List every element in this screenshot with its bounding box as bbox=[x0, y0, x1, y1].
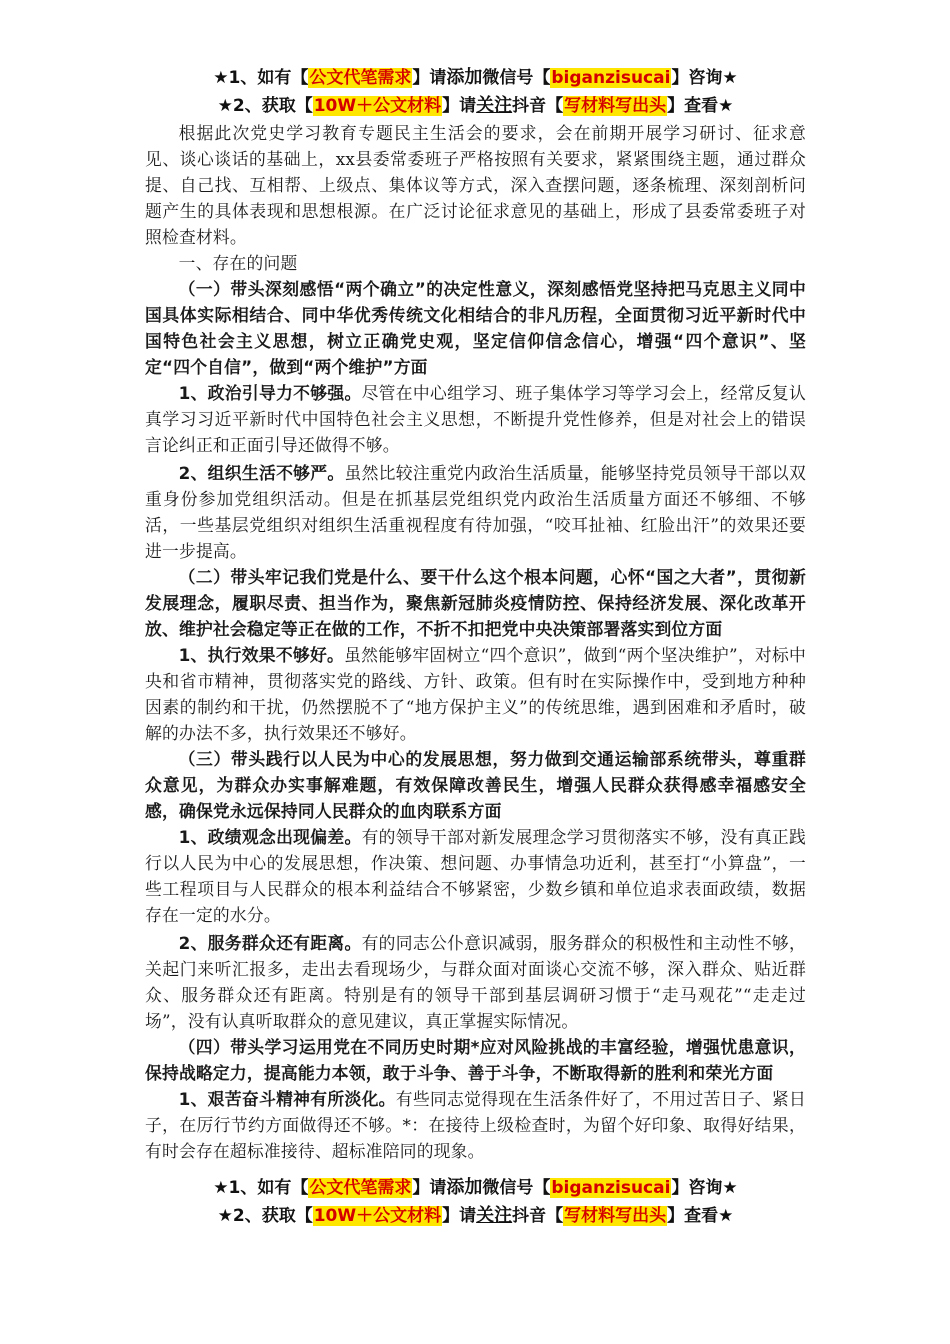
promo-text: 】查看★ bbox=[667, 1206, 734, 1226]
body-paragraph bbox=[145, 824, 806, 928]
paragraph-text: 有的同志公仆意识减弱，服务群众的积极性和主动性不够，关起门来听汇报多，走出去看现场少，与群众面对面谈心交流不够，深入群众、贴近群众、服务群众还有距离。特别是有的领导干部到基层调研习惯于“走马观花”“走走过场”，没有认真听取群众的意见建议，真正掌握实际情况。 bbox=[145, 933, 807, 1031]
subsection-heading: （三）带头践行以人民为中心的发展思想，努力做到交通运输部系统带头，尊重群众意见，为群众办实事解难题，有效保障改善民生，增强人民群众获得感幸福感安全感，确保党永远保持同人民群众的血肉联系方面 bbox=[145, 749, 806, 821]
promo-highlight: 10W＋公文材料 bbox=[313, 96, 442, 116]
body-paragraph bbox=[145, 930, 806, 1034]
paragraph-lead: 1、艰苦奋斗精神有所淡化。 bbox=[178, 1089, 396, 1109]
promo-text: ★2、获取【 bbox=[217, 1206, 313, 1226]
promo-text: ★1、如有【 bbox=[213, 68, 309, 88]
promo-text: 】请 bbox=[412, 68, 447, 88]
promo-text: 】请 bbox=[442, 96, 477, 116]
paragraph-lead: 2、组织生活不够严。 bbox=[178, 463, 345, 483]
promo-text: 】请 bbox=[442, 1206, 477, 1226]
paragraph-text: 虽然能够牢固树立“四个意识”，做到“两个坚决维护”，对标中央和省市精神，贯彻落实党的路线、方针、政策。但有时在实际操作中，受到地方种种因素的制约和干扰，仍然摆脱不了“地方保护主义”的传统思维，遇到困难和矛盾时，破解的办法不多，执行效果还不够好。 bbox=[145, 645, 806, 743]
promo-highlight: 公文代笔需求 bbox=[309, 1178, 412, 1198]
body-paragraph bbox=[145, 460, 806, 564]
promo-text: 微信号【 bbox=[482, 68, 551, 88]
paragraph-text: 虽然比较注重党内政治生活质量，能够坚持党员领导干部以双重身份参加党组织活动。但是在抓基层党组织党内政治生活质量方面还不够细、不够活，一些基层党组织对组织生活重视程度有待加强，“咬耳扯袖、红脸出汗”的效果还要进一步提高。 bbox=[145, 463, 806, 561]
promo-text: 】请 bbox=[412, 1178, 447, 1198]
wechat-id-highlight: biganzisucai bbox=[551, 1178, 671, 1198]
paragraph-text: 有的领导干部对新发展理念学习贯彻落实不够，没有真正践行以人民为中心的发展思想，作决策、想问题、办事情急功近利，甚至打“小算盘”，一些工程项目与人民群众的根本利益结合不够紧密，少数乡镇和单位追求表面政绩，数据存在一定的水分。 bbox=[145, 827, 807, 925]
paragraph-lead: 1、政绩观念出现偏差。 bbox=[178, 827, 362, 847]
paragraph-lead: 1、执行效果不够好。 bbox=[178, 645, 345, 665]
promo-emphasis: 添加 bbox=[446, 67, 483, 88]
promo-emphasis: 添加 bbox=[446, 1177, 483, 1198]
intro-paragraph: 根据此次党史学习教育专题民主生活会的要求，会在前期开展学习研讨、征求意见、谈心谈话的基础上，xx县委常委班子严格按照有关要求，紧紧围绕主题，通过群众提、自己找、互相帮、上级点、集体议等方式，深入查摆问题，逐条梳理、深刻剖析问题产生的具体表现和思想根源。在广泛讨论征求意见的基础上，形成了县委常委班子对照检查材料。 bbox=[145, 123, 806, 247]
subsection-heading: （一）带头深刻感悟“两个确立”的决定性意义，深刻感悟党坚持把马克思主义同中国具体实际相结合、同中华优秀传统文化相结合的非凡历程，全面贯彻习近平新时代中国特色社会主义思想，树立正确党史观，坚定信仰信念信心，增强“四个意识”、坚定“四个自信”，做到“两个维护”方面 bbox=[145, 279, 806, 377]
promo-text: 抖音【 bbox=[512, 96, 564, 116]
douyin-id-highlight: 写材料写出头 bbox=[564, 1206, 667, 1226]
promo-highlight: 公文代笔需求 bbox=[309, 68, 412, 88]
promo-text: 微信号【 bbox=[482, 1178, 551, 1198]
paragraph-text: 有些同志觉得现在生活条件好了，不用过苦日子、紧日子，在厉行节约方面做得还不够。*：在接待上级检查时，为留个好印象、取得好结果，有时会存在超标准接待、超标准陪同的现象。 bbox=[145, 1089, 806, 1161]
section-heading: 一、存在的问题 bbox=[178, 253, 298, 273]
paragraph-text: 尽管在中心组学习、班子集体学习等学习会上，经常反复认真学习习近平新时代中国特色社会主义思想，不断提升党性修养，但是对社会上的错误言论纠正和正面引导还做得不够。 bbox=[145, 383, 807, 455]
douyin-id-highlight: 写材料写出头 bbox=[564, 96, 667, 116]
body-paragraph bbox=[145, 380, 806, 458]
paragraph-lead: 1、政治引导力不够强。 bbox=[178, 383, 362, 403]
subsection-heading: （四）带头学习运用党在不同历史时期*应对风险挑战的丰富经验，增强忧患意识，保持战略定力，提高能力本领，敢于斗争、善于斗争，不断取得新的胜利和荣光方面 bbox=[145, 1037, 806, 1083]
promo-text: ★1、如有【 bbox=[213, 1178, 309, 1198]
promo-text: 】咨询★ bbox=[671, 1178, 738, 1198]
body-paragraph bbox=[145, 1086, 806, 1164]
promo-header bbox=[145, 64, 806, 120]
promo-line-1 bbox=[145, 1174, 806, 1202]
promo-footer bbox=[145, 1174, 806, 1230]
promo-emphasis: 关注 bbox=[476, 95, 513, 116]
promo-emphasis: 关注 bbox=[476, 1205, 513, 1226]
promo-text: ★2、获取【 bbox=[217, 96, 313, 116]
promo-text: 】查看★ bbox=[667, 96, 734, 116]
promo-line-2 bbox=[145, 92, 806, 120]
subsection-heading: （二）带头牢记我们党是什么、要干什么这个根本问题，心怀“国之大者”，贯彻新发展理念，履职尽责、担当作为，聚焦新冠肺炎疫情防控、保持经济发展、深化改革开放、维护社会稳定等正在做的工作，不折不扣把党中央决策部署落实到位方面 bbox=[145, 567, 806, 639]
promo-text: 抖音【 bbox=[512, 1206, 564, 1226]
wechat-id-highlight: biganzisucai bbox=[551, 68, 671, 88]
paragraph-lead: 2、服务群众还有距离。 bbox=[178, 933, 362, 953]
promo-highlight: 10W＋公文材料 bbox=[313, 1206, 442, 1226]
promo-line-1 bbox=[145, 64, 806, 92]
promo-line-2 bbox=[145, 1202, 806, 1230]
body-paragraph bbox=[145, 642, 806, 746]
document-body bbox=[145, 120, 806, 1164]
promo-text: 】咨询★ bbox=[671, 68, 738, 88]
